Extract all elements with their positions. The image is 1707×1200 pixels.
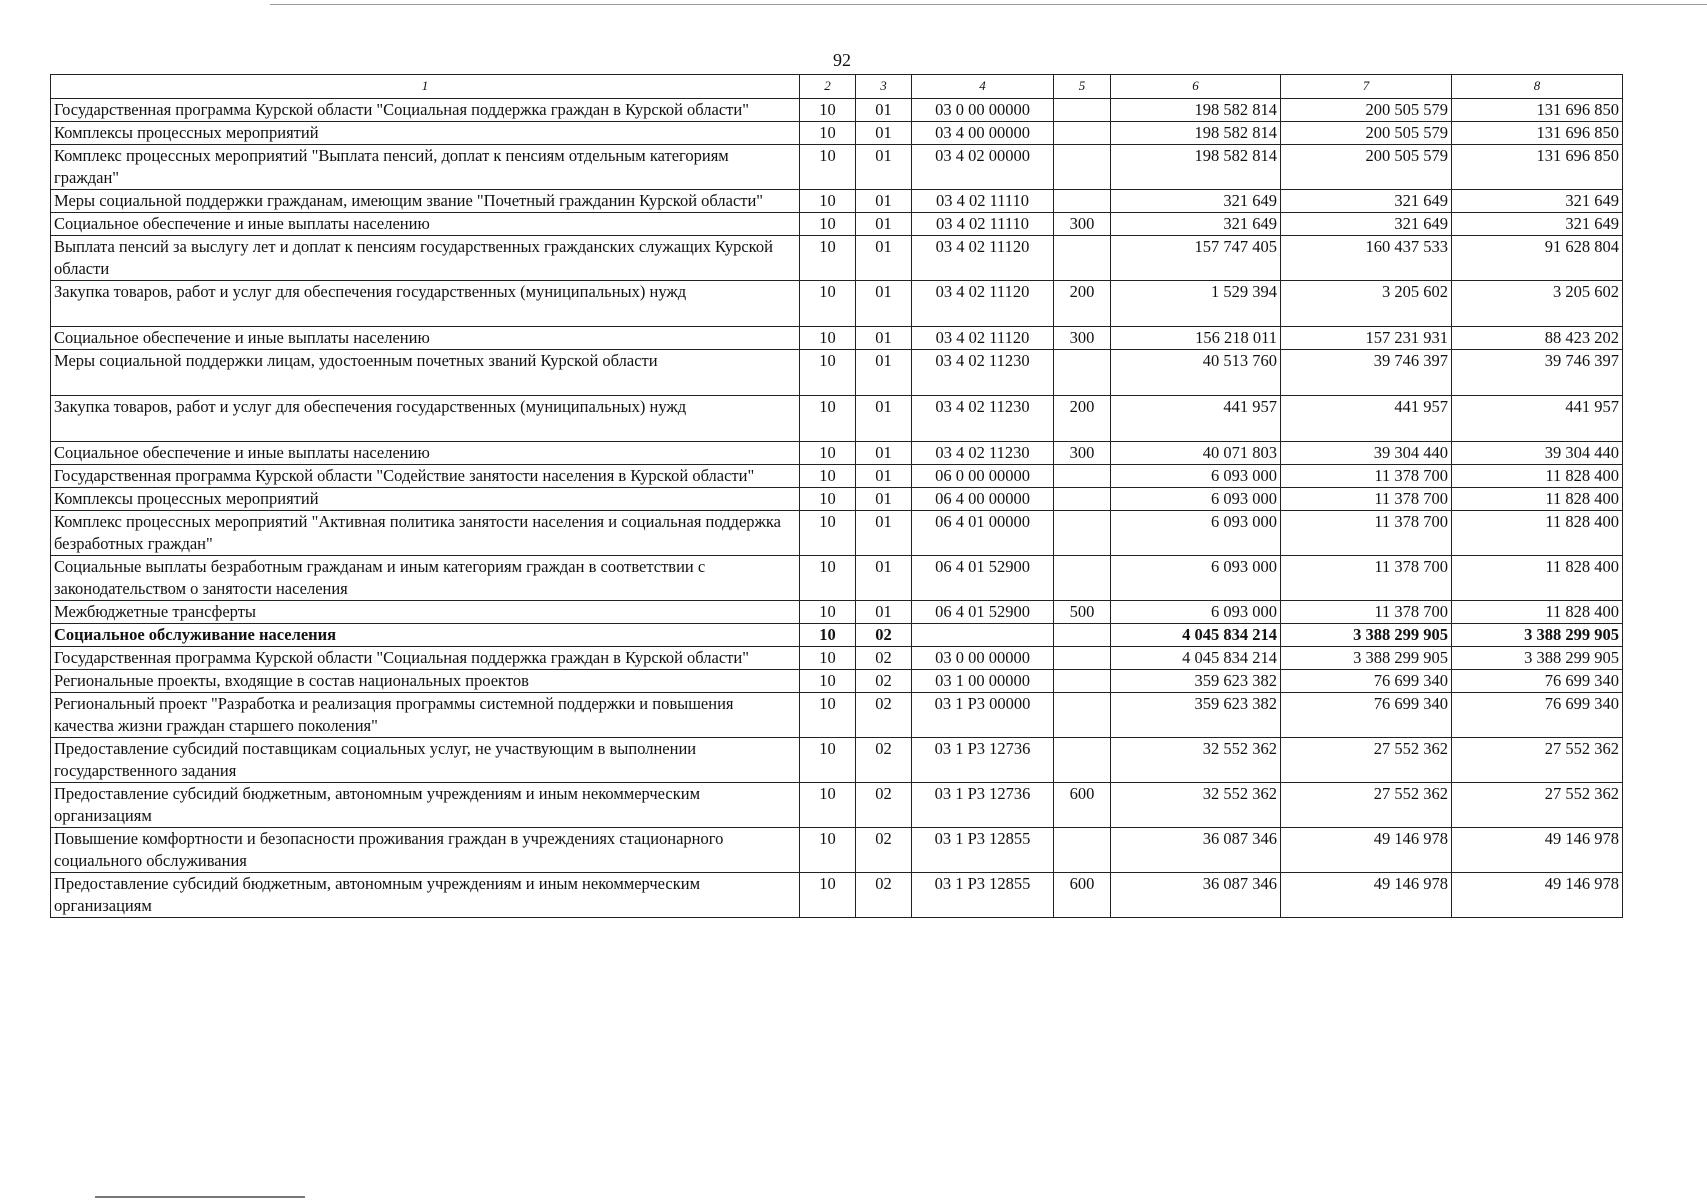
target-article-code: 03 4 02 11120 bbox=[912, 236, 1054, 281]
section-code: 10 bbox=[800, 873, 856, 918]
expense-type-code bbox=[1054, 511, 1111, 556]
section-code: 10 bbox=[800, 670, 856, 693]
amount-year-1: 36 087 346 bbox=[1111, 873, 1281, 918]
amount-year-2: 3 388 299 905 bbox=[1281, 624, 1452, 647]
row-name: Социальное обеспечение и иные выплаты населению bbox=[51, 213, 800, 236]
amount-year-2: 76 699 340 bbox=[1281, 670, 1452, 693]
amount-year-2: 321 649 bbox=[1281, 190, 1452, 213]
column-header: 5 bbox=[1054, 75, 1111, 99]
amount-year-1: 1 529 394 bbox=[1111, 281, 1281, 327]
amount-year-3: 3 388 299 905 bbox=[1452, 624, 1623, 647]
row-name: Региональный проект "Разработка и реализация программы системной поддержки и повышения качества жизни граждан старшего поколения" bbox=[51, 693, 800, 738]
expense-type-code bbox=[1054, 624, 1111, 647]
amount-year-3: 11 828 400 bbox=[1452, 488, 1623, 511]
row-name: Предоставление субсидий бюджетным, автономным учреждениям и иным некоммерческим организациям bbox=[51, 873, 800, 918]
target-article-code: 03 1 00 00000 bbox=[912, 670, 1054, 693]
subsection-code: 01 bbox=[856, 190, 912, 213]
scan-bottom-edge-line bbox=[95, 1196, 305, 1198]
amount-year-2: 11 378 700 bbox=[1281, 511, 1452, 556]
amount-year-3: 91 628 804 bbox=[1452, 236, 1623, 281]
subsection-code: 01 bbox=[856, 350, 912, 396]
amount-year-3: 131 696 850 bbox=[1452, 99, 1623, 122]
amount-year-1: 4 045 834 214 bbox=[1111, 647, 1281, 670]
amount-year-1: 441 957 bbox=[1111, 396, 1281, 442]
table-row bbox=[51, 350, 1623, 396]
table-row bbox=[51, 828, 1623, 873]
amount-year-1: 6 093 000 bbox=[1111, 511, 1281, 556]
row-name: Государственная программа Курской области "Содействие занятости населения в Курской области" bbox=[51, 465, 800, 488]
amount-year-2: 27 552 362 bbox=[1281, 783, 1452, 828]
amount-year-2: 11 378 700 bbox=[1281, 488, 1452, 511]
target-article-code: 06 0 00 00000 bbox=[912, 465, 1054, 488]
row-name: Комплекс процессных мероприятий "Выплата пенсий, доплат к пенсиям отдельным категориям граждан" bbox=[51, 145, 800, 190]
amount-year-3: 27 552 362 bbox=[1452, 738, 1623, 783]
target-article-code: 03 1 P3 00000 bbox=[912, 693, 1054, 738]
subsection-code: 01 bbox=[856, 281, 912, 327]
subsection-code: 02 bbox=[856, 647, 912, 670]
row-name: Межбюджетные трансферты bbox=[51, 601, 800, 624]
amount-year-2: 11 378 700 bbox=[1281, 465, 1452, 488]
amount-year-3: 11 828 400 bbox=[1452, 556, 1623, 601]
column-header: 2 bbox=[800, 75, 856, 99]
table-row bbox=[51, 783, 1623, 828]
amount-year-2: 321 649 bbox=[1281, 213, 1452, 236]
expense-type-code: 200 bbox=[1054, 281, 1111, 327]
section-code: 10 bbox=[800, 647, 856, 670]
section-code: 10 bbox=[800, 350, 856, 396]
amount-year-2: 76 699 340 bbox=[1281, 693, 1452, 738]
table-row bbox=[51, 601, 1623, 624]
amount-year-3: 3 205 602 bbox=[1452, 281, 1623, 327]
table-row bbox=[51, 190, 1623, 213]
row-name: Меры социальной поддержки лицам, удостоенным почетных званий Курской области bbox=[51, 350, 800, 396]
subsection-code: 01 bbox=[856, 213, 912, 236]
section-code: 10 bbox=[800, 122, 856, 145]
row-name: Предоставление субсидий поставщикам социальных услуг, не участвующим в выполнении государственного задания bbox=[51, 738, 800, 783]
expense-type-code bbox=[1054, 488, 1111, 511]
column-header: 7 bbox=[1281, 75, 1452, 99]
target-article-code: 03 1 P3 12736 bbox=[912, 738, 1054, 783]
column-header: 3 bbox=[856, 75, 912, 99]
budget-table bbox=[50, 74, 1623, 918]
subsection-code: 01 bbox=[856, 488, 912, 511]
expense-type-code bbox=[1054, 465, 1111, 488]
expense-type-code: 300 bbox=[1054, 327, 1111, 350]
amount-year-2: 200 505 579 bbox=[1281, 122, 1452, 145]
subsection-code: 02 bbox=[856, 783, 912, 828]
table-row bbox=[51, 327, 1623, 350]
expense-type-code bbox=[1054, 693, 1111, 738]
section-code: 10 bbox=[800, 738, 856, 783]
section-code: 10 bbox=[800, 99, 856, 122]
row-name: Социальное обслуживание населения bbox=[51, 624, 800, 647]
table-row bbox=[51, 488, 1623, 511]
column-header: 6 bbox=[1111, 75, 1281, 99]
amount-year-3: 76 699 340 bbox=[1452, 693, 1623, 738]
expense-type-code bbox=[1054, 350, 1111, 396]
amount-year-1: 359 623 382 bbox=[1111, 693, 1281, 738]
section-code: 10 bbox=[800, 236, 856, 281]
subsection-code: 01 bbox=[856, 327, 912, 350]
target-article-code: 03 4 02 11110 bbox=[912, 213, 1054, 236]
amount-year-3: 39 746 397 bbox=[1452, 350, 1623, 396]
expense-type-code: 300 bbox=[1054, 442, 1111, 465]
amount-year-2: 200 505 579 bbox=[1281, 99, 1452, 122]
target-article-code: 03 4 02 11120 bbox=[912, 327, 1054, 350]
table-row bbox=[51, 145, 1623, 190]
row-name: Социальные выплаты безработным гражданам и иным категориям граждан в соответствии с законодательством о занятости населения bbox=[51, 556, 800, 601]
row-name: Социальное обеспечение и иные выплаты населению bbox=[51, 327, 800, 350]
amount-year-1: 40 513 760 bbox=[1111, 350, 1281, 396]
target-article-code: 03 4 00 00000 bbox=[912, 122, 1054, 145]
section-code: 10 bbox=[800, 396, 856, 442]
amount-year-2: 39 304 440 bbox=[1281, 442, 1452, 465]
row-name: Закупка товаров, работ и услуг для обеспечения государственных (муниципальных) нужд bbox=[51, 281, 800, 327]
section-code: 10 bbox=[800, 281, 856, 327]
table-row bbox=[51, 556, 1623, 601]
expense-type-code bbox=[1054, 236, 1111, 281]
row-name: Предоставление субсидий бюджетным, автономным учреждениям и иным некоммерческим организациям bbox=[51, 783, 800, 828]
subsection-code: 01 bbox=[856, 99, 912, 122]
row-name: Меры социальной поддержки гражданам, имеющим звание "Почетный гражданин Курской области" bbox=[51, 190, 800, 213]
subsection-code: 01 bbox=[856, 396, 912, 442]
expense-type-code: 600 bbox=[1054, 783, 1111, 828]
amount-year-3: 76 699 340 bbox=[1452, 670, 1623, 693]
table-row bbox=[51, 873, 1623, 918]
amount-year-3: 3 388 299 905 bbox=[1452, 647, 1623, 670]
target-article-code bbox=[912, 624, 1054, 647]
table-row bbox=[51, 670, 1623, 693]
section-code: 10 bbox=[800, 442, 856, 465]
amount-year-1: 198 582 814 bbox=[1111, 145, 1281, 190]
amount-year-1: 6 093 000 bbox=[1111, 488, 1281, 511]
expense-type-code bbox=[1054, 556, 1111, 601]
expense-type-code: 600 bbox=[1054, 873, 1111, 918]
amount-year-3: 88 423 202 bbox=[1452, 327, 1623, 350]
subsection-code: 02 bbox=[856, 738, 912, 783]
row-name: Комплексы процессных мероприятий bbox=[51, 488, 800, 511]
amount-year-2: 11 378 700 bbox=[1281, 556, 1452, 601]
subsection-code: 02 bbox=[856, 873, 912, 918]
amount-year-3: 49 146 978 bbox=[1452, 873, 1623, 918]
amount-year-3: 27 552 362 bbox=[1452, 783, 1623, 828]
target-article-code: 06 4 01 00000 bbox=[912, 511, 1054, 556]
amount-year-1: 32 552 362 bbox=[1111, 783, 1281, 828]
subsection-code: 01 bbox=[856, 442, 912, 465]
amount-year-1: 6 093 000 bbox=[1111, 465, 1281, 488]
amount-year-2: 49 146 978 bbox=[1281, 828, 1452, 873]
amount-year-2: 49 146 978 bbox=[1281, 873, 1452, 918]
expense-type-code bbox=[1054, 190, 1111, 213]
section-code: 10 bbox=[800, 828, 856, 873]
row-name: Региональные проекты, входящие в состав национальных проектов bbox=[51, 670, 800, 693]
row-name: Государственная программа Курской области "Социальная поддержка граждан в Курской области" bbox=[51, 99, 800, 122]
column-number-row bbox=[51, 75, 1623, 99]
column-header: 1 bbox=[51, 75, 800, 99]
amount-year-2: 3 388 299 905 bbox=[1281, 647, 1452, 670]
subsection-code: 02 bbox=[856, 624, 912, 647]
amount-year-2: 157 231 931 bbox=[1281, 327, 1452, 350]
amount-year-3: 11 828 400 bbox=[1452, 465, 1623, 488]
column-header: 8 bbox=[1452, 75, 1623, 99]
target-article-code: 03 1 P3 12736 bbox=[912, 783, 1054, 828]
target-article-code: 03 4 02 11120 bbox=[912, 281, 1054, 327]
row-name: Выплата пенсий за выслугу лет и доплат к пенсиям государственных гражданских служащих Курской области bbox=[51, 236, 800, 281]
amount-year-2: 200 505 579 bbox=[1281, 145, 1452, 190]
table-row bbox=[51, 213, 1623, 236]
expense-type-code: 500 bbox=[1054, 601, 1111, 624]
amount-year-3: 321 649 bbox=[1452, 190, 1623, 213]
section-code: 10 bbox=[800, 327, 856, 350]
row-name: Социальное обеспечение и иные выплаты населению bbox=[51, 442, 800, 465]
amount-year-3: 11 828 400 bbox=[1452, 601, 1623, 624]
expense-type-code bbox=[1054, 828, 1111, 873]
target-article-code: 06 4 00 00000 bbox=[912, 488, 1054, 511]
expense-type-code bbox=[1054, 670, 1111, 693]
expense-type-code bbox=[1054, 99, 1111, 122]
expense-type-code: 300 bbox=[1054, 213, 1111, 236]
page-number: 92 bbox=[833, 50, 851, 70]
section-code: 10 bbox=[800, 145, 856, 190]
amount-year-2: 3 205 602 bbox=[1281, 281, 1452, 327]
expense-type-code bbox=[1054, 738, 1111, 783]
table-row bbox=[51, 624, 1623, 647]
section-code: 10 bbox=[800, 783, 856, 828]
target-article-code: 06 4 01 52900 bbox=[912, 601, 1054, 624]
subsection-code: 02 bbox=[856, 828, 912, 873]
amount-year-3: 321 649 bbox=[1452, 213, 1623, 236]
expense-type-code bbox=[1054, 122, 1111, 145]
amount-year-1: 321 649 bbox=[1111, 190, 1281, 213]
subsection-code: 01 bbox=[856, 511, 912, 556]
section-code: 10 bbox=[800, 601, 856, 624]
target-article-code: 03 4 02 11230 bbox=[912, 350, 1054, 396]
amount-year-2: 39 746 397 bbox=[1281, 350, 1452, 396]
subsection-code: 01 bbox=[856, 556, 912, 601]
row-name: Повышение комфортности и безопасности проживания граждан в учреждениях стационарного социального обслуживания bbox=[51, 828, 800, 873]
amount-year-1: 4 045 834 214 bbox=[1111, 624, 1281, 647]
table-row bbox=[51, 738, 1623, 783]
expense-type-code: 200 bbox=[1054, 396, 1111, 442]
section-code: 10 bbox=[800, 556, 856, 601]
amount-year-3: 11 828 400 bbox=[1452, 511, 1623, 556]
amount-year-2: 27 552 362 bbox=[1281, 738, 1452, 783]
target-article-code: 03 4 02 11110 bbox=[912, 190, 1054, 213]
table-row bbox=[51, 511, 1623, 556]
row-name: Закупка товаров, работ и услуг для обеспечения государственных (муниципальных) нужд bbox=[51, 396, 800, 442]
table-row bbox=[51, 465, 1623, 488]
amount-year-1: 198 582 814 bbox=[1111, 99, 1281, 122]
section-code: 10 bbox=[800, 511, 856, 556]
section-code: 10 bbox=[800, 190, 856, 213]
amount-year-1: 198 582 814 bbox=[1111, 122, 1281, 145]
table-row bbox=[51, 99, 1623, 122]
table-row bbox=[51, 396, 1623, 442]
amount-year-2: 160 437 533 bbox=[1281, 236, 1452, 281]
row-name: Комплексы процессных мероприятий bbox=[51, 122, 800, 145]
amount-year-2: 11 378 700 bbox=[1281, 601, 1452, 624]
row-name: Государственная программа Курской области "Социальная поддержка граждан в Курской области" bbox=[51, 647, 800, 670]
section-code: 10 bbox=[800, 465, 856, 488]
subsection-code: 02 bbox=[856, 693, 912, 738]
amount-year-1: 6 093 000 bbox=[1111, 601, 1281, 624]
target-article-code: 03 4 02 11230 bbox=[912, 396, 1054, 442]
amount-year-1: 321 649 bbox=[1111, 213, 1281, 236]
subsection-code: 01 bbox=[856, 601, 912, 624]
section-code: 10 bbox=[800, 624, 856, 647]
subsection-code: 01 bbox=[856, 145, 912, 190]
scan-top-edge-line bbox=[270, 4, 1707, 5]
section-code: 10 bbox=[800, 213, 856, 236]
amount-year-1: 359 623 382 bbox=[1111, 670, 1281, 693]
amount-year-3: 49 146 978 bbox=[1452, 828, 1623, 873]
row-name: Комплекс процессных мероприятий "Активная политика занятости населения и социальная поддержка безработных граждан" bbox=[51, 511, 800, 556]
amount-year-1: 156 218 011 bbox=[1111, 327, 1281, 350]
table-row bbox=[51, 693, 1623, 738]
column-header: 4 bbox=[912, 75, 1054, 99]
target-article-code: 06 4 01 52900 bbox=[912, 556, 1054, 601]
table-row bbox=[51, 236, 1623, 281]
amount-year-1: 6 093 000 bbox=[1111, 556, 1281, 601]
section-code: 10 bbox=[800, 693, 856, 738]
expense-type-code bbox=[1054, 647, 1111, 670]
section-code: 10 bbox=[800, 488, 856, 511]
amount-year-3: 441 957 bbox=[1452, 396, 1623, 442]
amount-year-1: 36 087 346 bbox=[1111, 828, 1281, 873]
subsection-code: 01 bbox=[856, 236, 912, 281]
amount-year-3: 131 696 850 bbox=[1452, 145, 1623, 190]
target-article-code: 03 4 02 11230 bbox=[912, 442, 1054, 465]
expense-type-code bbox=[1054, 145, 1111, 190]
table-row bbox=[51, 281, 1623, 327]
amount-year-2: 441 957 bbox=[1281, 396, 1452, 442]
amount-year-3: 39 304 440 bbox=[1452, 442, 1623, 465]
amount-year-3: 131 696 850 bbox=[1452, 122, 1623, 145]
amount-year-1: 40 071 803 bbox=[1111, 442, 1281, 465]
table-row bbox=[51, 442, 1623, 465]
target-article-code: 03 0 00 00000 bbox=[912, 99, 1054, 122]
target-article-code: 03 1 P3 12855 bbox=[912, 873, 1054, 918]
subsection-code: 01 bbox=[856, 122, 912, 145]
amount-year-1: 32 552 362 bbox=[1111, 738, 1281, 783]
target-article-code: 03 1 P3 12855 bbox=[912, 828, 1054, 873]
target-article-code: 03 0 00 00000 bbox=[912, 647, 1054, 670]
amount-year-1: 157 747 405 bbox=[1111, 236, 1281, 281]
subsection-code: 01 bbox=[856, 465, 912, 488]
target-article-code: 03 4 02 00000 bbox=[912, 145, 1054, 190]
subsection-code: 02 bbox=[856, 670, 912, 693]
table-row bbox=[51, 647, 1623, 670]
table-row bbox=[51, 122, 1623, 145]
